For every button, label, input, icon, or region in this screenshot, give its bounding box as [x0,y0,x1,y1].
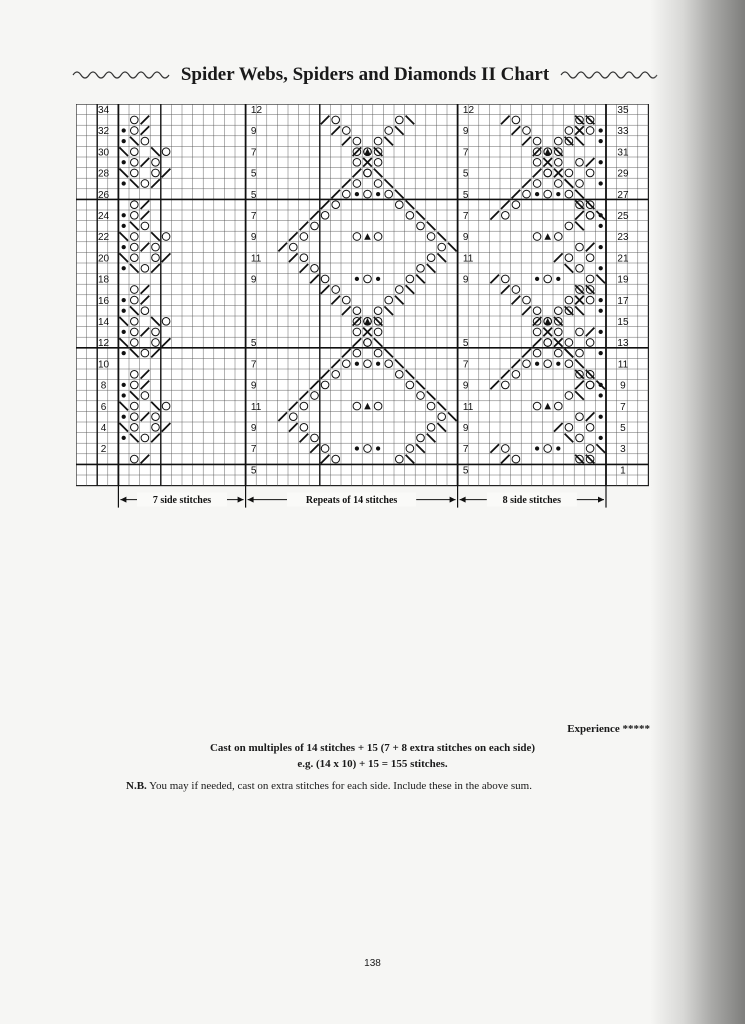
bobble-symbol [599,383,603,387]
repeat-marker-label: 5 [462,168,469,180]
row-label-right: 31 [617,147,629,159]
page-number: 138 [364,958,381,969]
repeat-marker-label: 7 [250,444,257,456]
row-label-left: 16 [97,295,110,307]
bobble-symbol [556,362,560,366]
row-label-right: 17 [617,295,629,307]
repeat-marker-label: 9 [250,380,257,392]
side-left-label: 7 side stitches [152,495,212,507]
bobble-symbol [599,245,603,249]
row-label-right: 9 [620,380,626,392]
bobble-symbol [355,446,359,450]
row-label-left: 2 [100,444,107,456]
title-row [70,62,660,88]
bobble-symbol [122,181,126,185]
bobble-symbol [122,383,126,387]
bobble-symbol [122,351,126,355]
side-right-arrow-right-icon [598,497,604,503]
row-label-right: 11 [617,359,629,371]
bobble-symbol [355,277,359,281]
repeat-marker-label: 7 [250,147,257,159]
bobble-symbol [122,139,126,143]
bobble-symbol [599,436,603,440]
repeat-marker-label: 7 [462,359,469,371]
bobble-symbol [556,192,560,196]
ornament-right-icon [559,69,659,81]
repeat-marker-label: 11 [250,253,262,265]
bobble-symbol [599,330,603,334]
bobble-symbol [376,192,380,196]
repeat-marker-label: 7 [462,147,469,159]
bobble-symbol [599,415,603,419]
side-right-label: 8 side stitches [502,495,561,507]
repeat-marker-label: 5 [250,168,257,180]
bobble-symbol [376,277,380,281]
repeat-marker-label: 5 [462,465,469,477]
row-label-right: 19 [617,274,629,286]
repeat-marker-label: 9 [250,126,257,138]
bobble-symbol [122,245,126,249]
bobble-symbol [122,224,126,228]
row-label-left: 22 [97,232,110,244]
bobble-symbol [556,277,560,281]
side-right-arrow-left-icon [460,497,466,503]
bobble-symbol [122,213,126,217]
bobble-symbol [599,213,603,217]
bobble-symbol [122,128,126,132]
row-label-left: 14 [97,317,110,329]
side-left-arrow-right-icon [238,497,244,503]
repeat-marker-label: 5 [250,338,257,350]
repeat-marker-label: 9 [462,274,469,286]
ornament-left-icon [71,69,171,81]
repeat-marker-label: 5 [462,338,469,350]
repeat-arrow-right-icon [450,497,456,503]
bobble-symbol [122,436,126,440]
repeat-marker-label: 12 [250,105,263,117]
row-label-left: 26 [97,189,110,201]
bobble-symbol [599,351,603,355]
row-label-left: 28 [97,168,110,180]
row-label-left: 12 [97,338,110,350]
row-label-right: 15 [617,317,629,329]
row-label-right: 35 [617,105,629,117]
repeat-marker-label: 11 [462,401,474,413]
repeat-marker-label: 9 [462,380,469,392]
bobble-symbol [599,298,603,302]
bobble-symbol [376,446,380,450]
bobble-symbol [122,309,126,313]
repeat-marker-label: 9 [462,232,469,244]
row-label-right: 13 [617,338,629,350]
bobble-symbol [599,266,603,270]
side-left-arrow-left-icon [120,497,126,503]
bobble-symbol [599,393,603,397]
bobble-symbol [122,330,126,334]
bobble-symbol [122,160,126,164]
bobble-symbol [599,139,603,143]
repeat-marker-label: 9 [462,126,469,138]
repeat-marker-label: 7 [250,211,257,223]
cast-on-line-2: e.g. (14 x 10) + 15 = 155 stitches. [297,758,448,770]
row-label-left: 30 [97,147,110,159]
chart-grid [76,104,652,704]
row-label-right: 7 [620,401,626,413]
repeat-marker-label: 9 [250,232,257,244]
bobble-symbol [376,362,380,366]
row-label-left: 8 [100,380,107,392]
bobble-symbol [355,192,359,196]
chart-title: Spider Webs, Spiders and Diamonds II Chart [180,64,550,85]
repeat-marker-label: 5 [250,465,257,477]
cast-on-instructions [0,740,745,772]
row-label-right: 25 [617,211,629,223]
row-label-left: 6 [100,401,107,413]
repeat-marker-label: 11 [250,401,262,413]
bobble-symbol [122,266,126,270]
row-label-left: 18 [97,274,110,286]
bobble-symbol [599,160,603,164]
nb-text: You may if needed, cast on extra stitches for each side. Include these in the above sum. [149,780,532,792]
row-label-left: 10 [97,359,110,371]
bobble-symbol [599,181,603,185]
repeat-label: Repeats of 14 stitches [305,495,398,507]
bobble-symbol [122,415,126,419]
experience-rating: Experience ***** [567,723,650,735]
row-label-left: 20 [97,253,110,265]
bobble-symbol [355,362,359,366]
repeat-marker-label: 7 [250,359,257,371]
bobble-symbol [599,224,603,228]
repeat-marker-label: 5 [250,189,257,201]
bobble-symbol [599,309,603,313]
bobble-symbol [535,362,539,366]
row-label-right: 5 [620,423,626,435]
row-label-left: 24 [97,211,110,223]
row-label-right: 3 [620,444,626,456]
repeat-arrow-left-icon [248,497,254,503]
row-label-right: 21 [617,253,629,265]
repeat-marker-label: 7 [462,444,469,456]
bobble-symbol [122,298,126,302]
repeat-marker-label: 9 [250,274,257,286]
repeat-marker-label: 9 [462,423,469,435]
bobble-symbol [122,393,126,397]
repeat-marker-label: 11 [462,253,474,265]
knitting-chart [76,104,652,704]
bobble-symbol [535,446,539,450]
row-label-right: 29 [617,168,629,180]
row-label-left: 4 [100,423,107,435]
book-spine-shadow [650,0,745,1024]
nb-note [126,780,532,792]
bobble-symbol [535,277,539,281]
row-label-right: 1 [620,465,626,477]
repeat-marker-label: 9 [250,423,257,435]
row-label-left: 32 [97,126,110,138]
bobble-symbol [556,446,560,450]
repeat-marker-label: 7 [462,211,469,223]
repeat-marker-label: 12 [462,105,475,117]
bobble-symbol [599,128,603,132]
row-label-left: 34 [97,105,110,117]
row-label-right: 23 [617,232,629,244]
row-label-right: 27 [617,189,629,201]
cast-on-line-1: Cast on multiples of 14 stitches + 15 (7 + 8 extra stitches on each side) [209,742,536,754]
bobble-symbol [535,192,539,196]
repeat-marker-label: 5 [462,189,469,201]
row-label-right: 33 [617,126,629,138]
nb-label: N.B. [126,780,147,792]
